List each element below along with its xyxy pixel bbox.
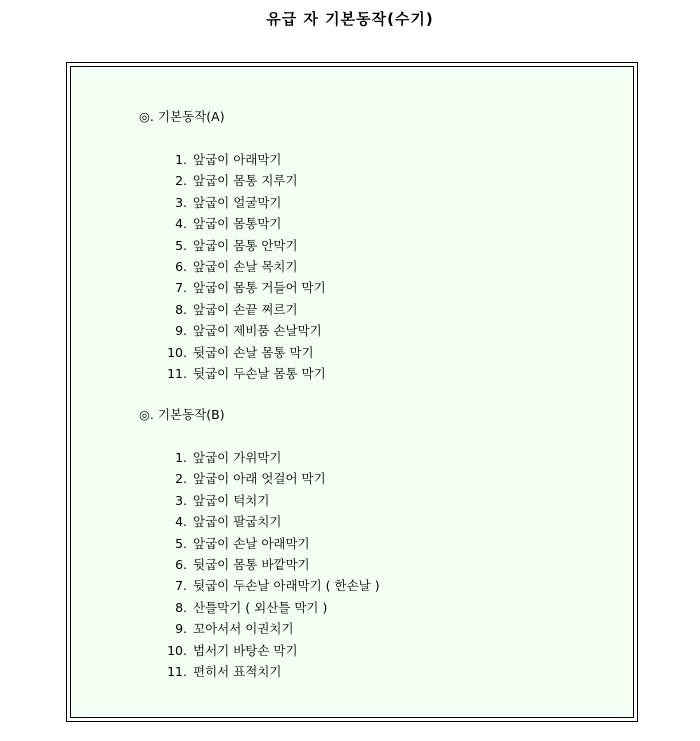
item-number: 9.	[175, 323, 187, 339]
technique-list	[139, 447, 599, 682]
list-item	[139, 299, 599, 320]
list-item	[139, 149, 599, 170]
list-item	[139, 597, 599, 618]
list-item	[139, 170, 599, 191]
page-title: 유급 자 기본동작(수기)	[266, 10, 434, 28]
list-item	[139, 320, 599, 341]
double-circle-icon: ◎.	[139, 407, 154, 422]
item-number: 1.	[175, 450, 187, 465]
item-text: 앞굽이 손끝 찌르기	[193, 301, 298, 317]
list-item	[139, 447, 599, 468]
item-text: 편히서 표적치기	[193, 663, 282, 679]
list-item	[139, 554, 599, 575]
item-number: 4.	[175, 216, 187, 232]
item-text: 앞굽이 얼굴막기	[193, 194, 282, 210]
item-number: 3.	[175, 194, 187, 210]
technique-list	[139, 149, 599, 384]
item-number: 10.	[167, 344, 187, 360]
list-item	[139, 533, 599, 554]
list-item	[139, 277, 599, 298]
item-text: 앞굽이 몸통 거들어 막기	[193, 280, 326, 296]
item-text: 앞굽이 몸통 지루기	[193, 173, 298, 189]
item-number: 5.	[175, 535, 187, 551]
item-number: 11.	[167, 663, 187, 679]
item-number: 2.	[175, 471, 187, 487]
section-heading	[139, 405, 599, 425]
double-circle-icon: ◎.	[139, 109, 154, 124]
list-item	[139, 575, 599, 596]
list-item	[139, 661, 599, 682]
item-text: 앞굽이 몸통막기	[193, 216, 282, 232]
item-number: 11.	[167, 365, 187, 381]
item-text: 뒷굽이 두손날 몸통 막기	[193, 365, 326, 381]
item-number: 6.	[175, 556, 187, 572]
item-text: 앞굽이 몸통 안막기	[193, 237, 298, 253]
item-text: 뒷굽이 몸통 바깥막기	[193, 556, 310, 572]
item-text: 뒷굽이 손날 몸통 막기	[193, 344, 314, 360]
list-item	[139, 363, 599, 384]
list-item	[139, 256, 599, 277]
item-text: 앞굽이 손날 목치기	[193, 258, 298, 274]
content-panel	[70, 66, 634, 718]
item-number: 7.	[175, 280, 187, 296]
section-basic-a	[139, 107, 599, 384]
list-item	[139, 342, 599, 363]
item-text: 앞굽이 가위막기	[193, 450, 282, 465]
section-basic-b	[139, 405, 599, 682]
list-item	[139, 192, 599, 213]
item-text: 앞굽이 제비품 손날막기	[193, 323, 322, 339]
item-number: 8.	[175, 301, 187, 317]
item-number: 5.	[175, 237, 187, 253]
item-number: 10.	[167, 642, 187, 658]
section-heading	[139, 107, 599, 127]
item-text: 앞굽이 아래막기	[193, 152, 282, 167]
list-item	[139, 235, 599, 256]
item-text: 앞굽이 아래 엇걸어 막기	[193, 471, 326, 487]
section-heading-label: 기본동작(B)	[157, 407, 225, 422]
list-item	[139, 618, 599, 639]
item-number: 7.	[175, 578, 187, 594]
item-number: 3.	[175, 492, 187, 508]
list-item	[139, 511, 599, 532]
item-number: 6.	[175, 258, 187, 274]
item-number: 2.	[175, 173, 187, 189]
item-number: 9.	[175, 621, 187, 637]
list-item	[139, 468, 599, 489]
section-heading-label: 기본동작(A)	[157, 109, 225, 124]
item-text: 범서기 바탕손 막기	[193, 642, 298, 658]
item-text: 꼬아서서 이권치기	[193, 621, 294, 637]
item-text: 산틀막기 ( 외산틀 막기 )	[193, 599, 328, 615]
item-text: 앞굽이 팔굽치기	[193, 514, 282, 530]
list-item	[139, 640, 599, 661]
list-item	[139, 213, 599, 234]
item-number: 8.	[175, 599, 187, 615]
content-frame	[66, 62, 638, 722]
item-text: 앞굽이 턱치기	[193, 492, 270, 508]
item-number: 1.	[175, 152, 187, 167]
item-number: 4.	[175, 514, 187, 530]
list-item	[139, 490, 599, 511]
item-text: 뒷굽이 두손날 아래막기 ( 한손날 )	[193, 578, 380, 594]
item-text: 앞굽이 손날 아래막기	[193, 535, 310, 551]
